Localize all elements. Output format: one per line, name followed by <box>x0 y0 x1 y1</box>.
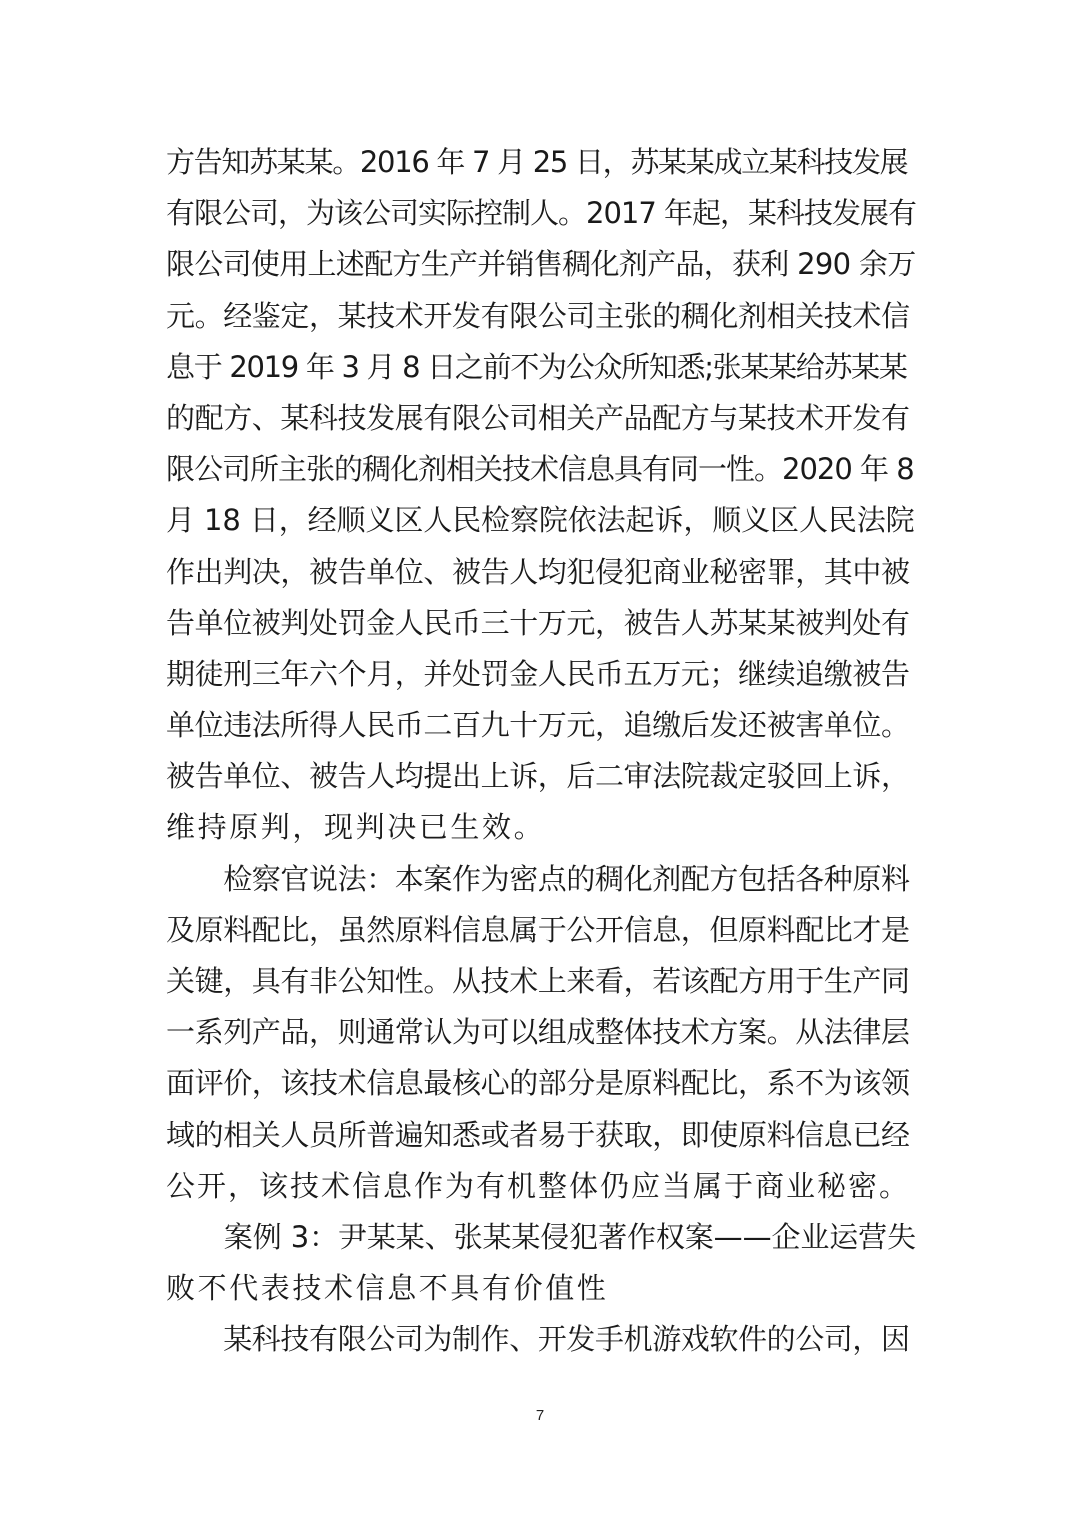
case-heading-line: 案例 3：尹某某、张某某侵犯著作权案——企业运营失 <box>166 1219 916 1254</box>
text-line: 月 18 日，经顺义区人民检察院依法起诉，顺义区人民法院 <box>166 503 915 538</box>
text-line: 告单位被判处罚金人民币三十万元，被告人苏某某被判处有 <box>166 605 910 640</box>
case-heading-line: 败不代表技术信息不具有价值性 <box>166 1271 609 1306</box>
text-line: 面评价，该技术信息最核心的部分是原料配比，系不为该领 <box>166 1066 910 1101</box>
text-line: 关键，具有非公知性。从技术上来看，若该配方用于生产同 <box>166 964 910 998</box>
text-line: 维持原判，现判决已生效。 <box>166 810 546 845</box>
text-line: 及原料配比，虽然原料信息属于公开信息，但原料配比才是 <box>166 912 910 947</box>
text-line: 息于 2019 年 3 月 8 日之前不为公众所知悉;张某某给苏某某 <box>166 349 907 384</box>
text-line: 公开，该技术信息作为有机整体仍应当属于商业秘密。 <box>166 1168 911 1203</box>
text-line: 方告知苏某某。2016 年 7 月 25 日，苏某某成立某科技发展 <box>166 145 908 179</box>
page-number: 7 <box>535 1407 545 1424</box>
paragraph-start-line: 某科技有限公司为制作、开发手机游戏软件的公司，因 <box>166 1322 910 1357</box>
paragraph-start-line: 检察官说法：本案作为密点的稠化剂配方包括各种原料 <box>166 861 910 896</box>
text-line: 单位违法所得人民币二百九十万元，追缴后发还被害单位。 <box>166 708 910 743</box>
text-line: 的配方、某科技发展有限公司相关产品配方与某技术开发有 <box>166 400 910 435</box>
text-line: 元。经鉴定，某技术开发有限公司主张的稠化剂相关技术信 <box>166 298 910 333</box>
text-line: 域的相关人员所普遍知悉或者易于获取，即使原料信息已经 <box>166 1117 910 1152</box>
text-line: 被告单位、被告人均提出上诉，后二审法院裁定驳回上诉， <box>166 759 910 794</box>
text-line: 一系列产品，则通常认为可以组成整体技术方案。从法律层 <box>166 1015 910 1050</box>
text-line: 限公司使用上述配方生产并销售稠化剂产品，获利 290 余万 <box>166 247 916 282</box>
text-line: 作出判决，被告单位、被告人均犯侵犯商业秘密罪，其中被 <box>166 554 910 589</box>
text-line: 有限公司，为该公司实际控制人。2017 年起，某科技发展有 <box>166 196 917 231</box>
text-line: 期徒刑三年六个月，并处罚金人民币五万元；继续追缴被告 <box>166 656 910 691</box>
body-text <box>166 137 916 1366</box>
text-line: 限公司所主张的稠化剂相关技术信息具有同一性。2020 年 8 <box>166 452 914 487</box>
